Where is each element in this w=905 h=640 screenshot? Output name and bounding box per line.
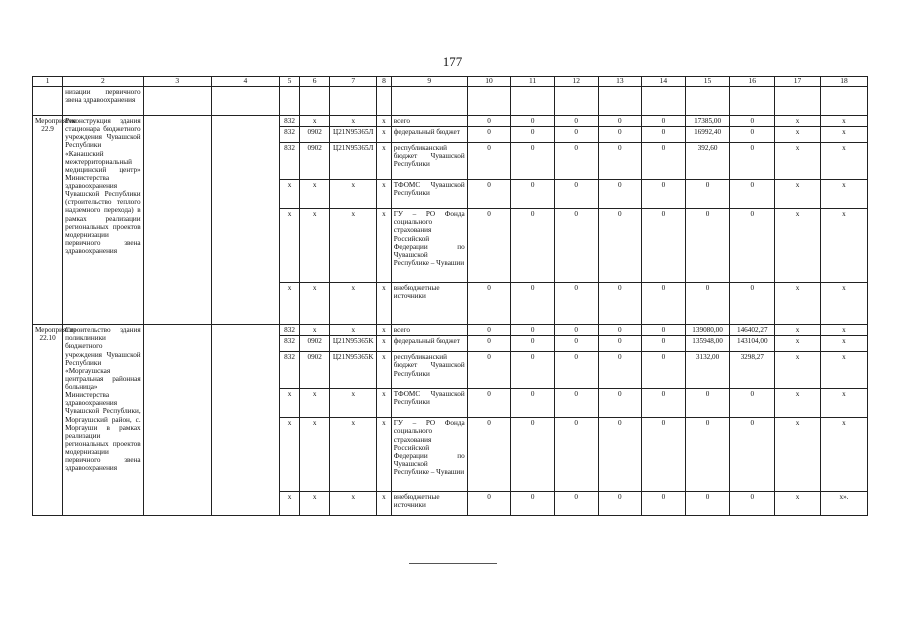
column-number: 15 xyxy=(685,77,730,87)
amount-16: 0 xyxy=(730,127,775,143)
funding-source: республиканский бюджет Чувашской Республики xyxy=(391,143,467,180)
amount-17: x xyxy=(775,180,821,209)
amount-14: 0 xyxy=(642,389,686,418)
target-article-code: Ц21N95365Л xyxy=(330,127,377,143)
admin-code: 832 xyxy=(279,352,299,389)
expense-type: x xyxy=(377,143,392,180)
empty-cell xyxy=(467,87,511,116)
admin-code: x xyxy=(279,283,299,325)
amount-13: 0 xyxy=(598,180,642,209)
funding-source: федеральный бюджет xyxy=(391,336,467,352)
empty-cell xyxy=(775,87,821,116)
amount-17: x xyxy=(775,283,821,325)
amount-10: 0 xyxy=(467,352,511,389)
amount-10: 0 xyxy=(467,389,511,418)
column-number: 3 xyxy=(143,77,211,87)
amount-12: 0 xyxy=(554,209,598,283)
table-row xyxy=(33,325,868,336)
empty-cell xyxy=(211,325,279,516)
empty-cell xyxy=(143,116,211,325)
section-code: 0902 xyxy=(300,143,330,180)
amount-15: 392,60 xyxy=(685,143,730,180)
empty-cell xyxy=(143,87,211,116)
empty-cell xyxy=(279,87,299,116)
section-code: x xyxy=(300,418,330,492)
amount-12: 0 xyxy=(554,492,598,516)
target-article-code: x xyxy=(330,180,377,209)
amount-15: 17385,00 xyxy=(685,116,730,127)
funding-source: республиканский бюджет Чувашской Республики xyxy=(391,352,467,389)
empty-cell xyxy=(143,325,211,516)
empty-cell xyxy=(377,87,392,116)
column-number: 1 xyxy=(33,77,63,87)
funding-source: внебюджетные источники xyxy=(391,283,467,325)
amount-18: x xyxy=(820,209,867,283)
amount-10: 0 xyxy=(467,492,511,516)
section-code: x xyxy=(300,325,330,336)
amount-15: 0 xyxy=(685,389,730,418)
amount-10: 0 xyxy=(467,180,511,209)
amount-10: 0 xyxy=(467,127,511,143)
amount-17: x xyxy=(775,352,821,389)
amount-15: 0 xyxy=(685,180,730,209)
amount-13: 0 xyxy=(598,143,642,180)
funding-source: ТФОМС Чувашской Республики xyxy=(391,389,467,418)
amount-13: 0 xyxy=(598,352,642,389)
amount-14: 0 xyxy=(642,180,686,209)
column-number: 17 xyxy=(775,77,821,87)
amount-12: 0 xyxy=(554,336,598,352)
amount-14: 0 xyxy=(642,127,686,143)
amount-13: 0 xyxy=(598,336,642,352)
expense-type: x xyxy=(377,116,392,127)
expense-type: x xyxy=(377,209,392,283)
amount-16: 0 xyxy=(730,418,775,492)
amount-12: 0 xyxy=(554,325,598,336)
amount-15: 16992,40 xyxy=(685,127,730,143)
event-description: Реконструкция здания стационара бюджетного учреждения Чувашской Республики «Канашский межтерриториальный медицинский центр» Министерства здравоохранения Чувашской Республики (строительство теплого надземного перехода) в рамках реализации региональных проектов модернизации первичного звена здравоохранения xyxy=(63,116,143,325)
column-number: 18 xyxy=(820,77,867,87)
amount-10: 0 xyxy=(467,418,511,492)
expense-type: x xyxy=(377,127,392,143)
amount-12: 0 xyxy=(554,389,598,418)
amount-10: 0 xyxy=(467,209,511,283)
column-number: 5 xyxy=(279,77,299,87)
section-code: 0902 xyxy=(300,127,330,143)
amount-17: x xyxy=(775,209,821,283)
empty-cell xyxy=(211,87,279,116)
amount-14: 0 xyxy=(642,352,686,389)
amount-15: 135948,00 xyxy=(685,336,730,352)
event-description: Строительство здания поликлиники бюджетного учреждения Чувашской Республики «Моргаушская центральная районная больница» Министерства здравоохранения Чувашской Республики, Моргаушский район, с. Моргауши в рамках реализации региональных проектов модернизации первичного звена здравоохранения xyxy=(63,325,143,516)
amount-10: 0 xyxy=(467,283,511,325)
section-code: x xyxy=(300,116,330,127)
column-number: 10 xyxy=(467,77,511,87)
column-number: 7 xyxy=(330,77,377,87)
amount-10: 0 xyxy=(467,143,511,180)
amount-16: 0 xyxy=(730,209,775,283)
amount-12: 0 xyxy=(554,180,598,209)
column-number: 2 xyxy=(63,77,143,87)
amount-17: x xyxy=(775,389,821,418)
column-number: 4 xyxy=(211,77,279,87)
amount-11: 0 xyxy=(511,116,555,127)
amount-15: 0 xyxy=(685,492,730,516)
amount-11: 0 xyxy=(511,336,555,352)
expense-type: x xyxy=(377,389,392,418)
amount-14: 0 xyxy=(642,143,686,180)
amount-11: 0 xyxy=(511,180,555,209)
empty-cell xyxy=(511,87,555,116)
amount-12: 0 xyxy=(554,283,598,325)
target-article-code: x xyxy=(330,492,377,516)
amount-16: 0 xyxy=(730,180,775,209)
funding-source: всего xyxy=(391,325,467,336)
target-article-code: Ц21N95365Л xyxy=(330,143,377,180)
amount-18: x xyxy=(820,418,867,492)
admin-code: 832 xyxy=(279,116,299,127)
empty-cell xyxy=(820,87,867,116)
expense-type: x xyxy=(377,180,392,209)
amount-12: 0 xyxy=(554,143,598,180)
continuation-row xyxy=(33,87,868,116)
amount-18: x xyxy=(820,127,867,143)
amount-13: 0 xyxy=(598,389,642,418)
amount-12: 0 xyxy=(554,127,598,143)
admin-code: x xyxy=(279,418,299,492)
amount-17: x xyxy=(775,492,821,516)
column-number: 9 xyxy=(391,77,467,87)
expense-type: x xyxy=(377,283,392,325)
admin-code: 832 xyxy=(279,336,299,352)
amount-13: 0 xyxy=(598,418,642,492)
amount-17: x xyxy=(775,116,821,127)
amount-10: 0 xyxy=(467,336,511,352)
funding-source: ТФОМС Чувашской Республики xyxy=(391,180,467,209)
amount-13: 0 xyxy=(598,116,642,127)
amount-17: x xyxy=(775,336,821,352)
column-number: 12 xyxy=(554,77,598,87)
amount-12: 0 xyxy=(554,352,598,389)
expense-type: x xyxy=(377,336,392,352)
amount-15: 0 xyxy=(685,418,730,492)
expense-type: x xyxy=(377,418,392,492)
amount-18: x xyxy=(820,325,867,336)
amount-13: 0 xyxy=(598,325,642,336)
amount-16: 0 xyxy=(730,116,775,127)
funding-source: внебюджетные источники xyxy=(391,492,467,516)
amount-17: x xyxy=(775,325,821,336)
page-number: 177 xyxy=(442,54,463,69)
event-number: Мероприятие 22.9 xyxy=(33,116,63,325)
empty-cell xyxy=(685,87,730,116)
amount-12: 0 xyxy=(554,116,598,127)
amount-13: 0 xyxy=(598,209,642,283)
expense-type: x xyxy=(377,325,392,336)
admin-code: x xyxy=(279,209,299,283)
funding-source: всего xyxy=(391,116,467,127)
amount-11: 0 xyxy=(511,283,555,325)
amount-16: 0 xyxy=(730,143,775,180)
empty-cell xyxy=(300,87,330,116)
column-number: 13 xyxy=(598,77,642,87)
amount-17: x xyxy=(775,127,821,143)
column-number: 6 xyxy=(300,77,330,87)
amount-15: 3132,00 xyxy=(685,352,730,389)
amount-11: 0 xyxy=(511,352,555,389)
amount-13: 0 xyxy=(598,492,642,516)
continuation-text: низации первичного звена здравоохранения xyxy=(63,87,143,116)
funding-source: ГУ – РО Фонда социального страхования Российской Федерации по Чувашской Республике – Чувашии xyxy=(391,418,467,492)
admin-code: x xyxy=(279,389,299,418)
funding-source: ГУ – РО Фонда социального страхования Российской Федерации по Чувашской Республике – Чувашии xyxy=(391,209,467,283)
amount-14: 0 xyxy=(642,336,686,352)
funding-source: федеральный бюджет xyxy=(391,127,467,143)
amount-18: x». xyxy=(820,492,867,516)
amount-17: x xyxy=(775,143,821,180)
column-number: 8 xyxy=(377,77,392,87)
amount-18: x xyxy=(820,143,867,180)
amount-14: 0 xyxy=(642,325,686,336)
section-code: 0902 xyxy=(300,336,330,352)
empty-cell xyxy=(598,87,642,116)
admin-code: 832 xyxy=(279,143,299,180)
admin-code: x xyxy=(279,492,299,516)
empty-cell xyxy=(642,87,686,116)
target-article-code: x xyxy=(330,389,377,418)
section-code: 0902 xyxy=(300,352,330,389)
empty-cell xyxy=(330,87,377,116)
expense-type: x xyxy=(377,352,392,389)
header-row xyxy=(33,77,868,87)
amount-15: 0 xyxy=(685,283,730,325)
event-number: Мероприятие 22.10 xyxy=(33,325,63,516)
amount-11: 0 xyxy=(511,127,555,143)
amount-17: x xyxy=(775,418,821,492)
amount-16: 143104,00 xyxy=(730,336,775,352)
section-code: x xyxy=(300,492,330,516)
column-number: 14 xyxy=(642,77,686,87)
amount-14: 0 xyxy=(642,116,686,127)
section-code: x xyxy=(300,283,330,325)
amount-10: 0 xyxy=(467,325,511,336)
amount-16: 0 xyxy=(730,283,775,325)
amount-14: 0 xyxy=(642,492,686,516)
amount-11: 0 xyxy=(511,209,555,283)
target-article-code: x xyxy=(330,283,377,325)
amount-11: 0 xyxy=(511,418,555,492)
amount-16: 0 xyxy=(730,492,775,516)
amount-18: x xyxy=(820,352,867,389)
section-code: x xyxy=(300,209,330,283)
section-code: x xyxy=(300,389,330,418)
amount-18: x xyxy=(820,116,867,127)
target-article-code: x xyxy=(330,209,377,283)
amount-16: 0 xyxy=(730,389,775,418)
amount-14: 0 xyxy=(642,418,686,492)
amount-15: 0 xyxy=(685,209,730,283)
amount-18: x xyxy=(820,389,867,418)
section-code: x xyxy=(300,180,330,209)
amount-13: 0 xyxy=(598,283,642,325)
target-article-code: Ц21N95365K xyxy=(330,352,377,389)
amount-13: 0 xyxy=(598,127,642,143)
amount-18: x xyxy=(820,336,867,352)
admin-code: x xyxy=(279,180,299,209)
empty-cell xyxy=(554,87,598,116)
amount-10: 0 xyxy=(467,116,511,127)
amount-14: 0 xyxy=(642,283,686,325)
amount-16: 3298,27 xyxy=(730,352,775,389)
target-article-code: x xyxy=(330,418,377,492)
empty-cell xyxy=(33,87,63,116)
amount-12: 0 xyxy=(554,418,598,492)
empty-cell xyxy=(730,87,775,116)
table-row xyxy=(33,116,868,127)
admin-code: 832 xyxy=(279,325,299,336)
amount-16: 146402,27 xyxy=(730,325,775,336)
target-article-code: Ц21N95365K xyxy=(330,336,377,352)
amount-11: 0 xyxy=(511,143,555,180)
amount-18: x xyxy=(820,180,867,209)
empty-cell xyxy=(391,87,467,116)
expense-type: x xyxy=(377,492,392,516)
amount-11: 0 xyxy=(511,492,555,516)
admin-code: 832 xyxy=(279,127,299,143)
amount-11: 0 xyxy=(511,325,555,336)
footer-divider xyxy=(409,563,497,564)
amount-14: 0 xyxy=(642,209,686,283)
amount-15: 139080,00 xyxy=(685,325,730,336)
target-article-code: x xyxy=(330,116,377,127)
column-number: 16 xyxy=(730,77,775,87)
column-number: 11 xyxy=(511,77,555,87)
target-article-code: x xyxy=(330,325,377,336)
budget-table xyxy=(32,76,868,516)
amount-18: x xyxy=(820,283,867,325)
amount-11: 0 xyxy=(511,389,555,418)
empty-cell xyxy=(211,116,279,325)
